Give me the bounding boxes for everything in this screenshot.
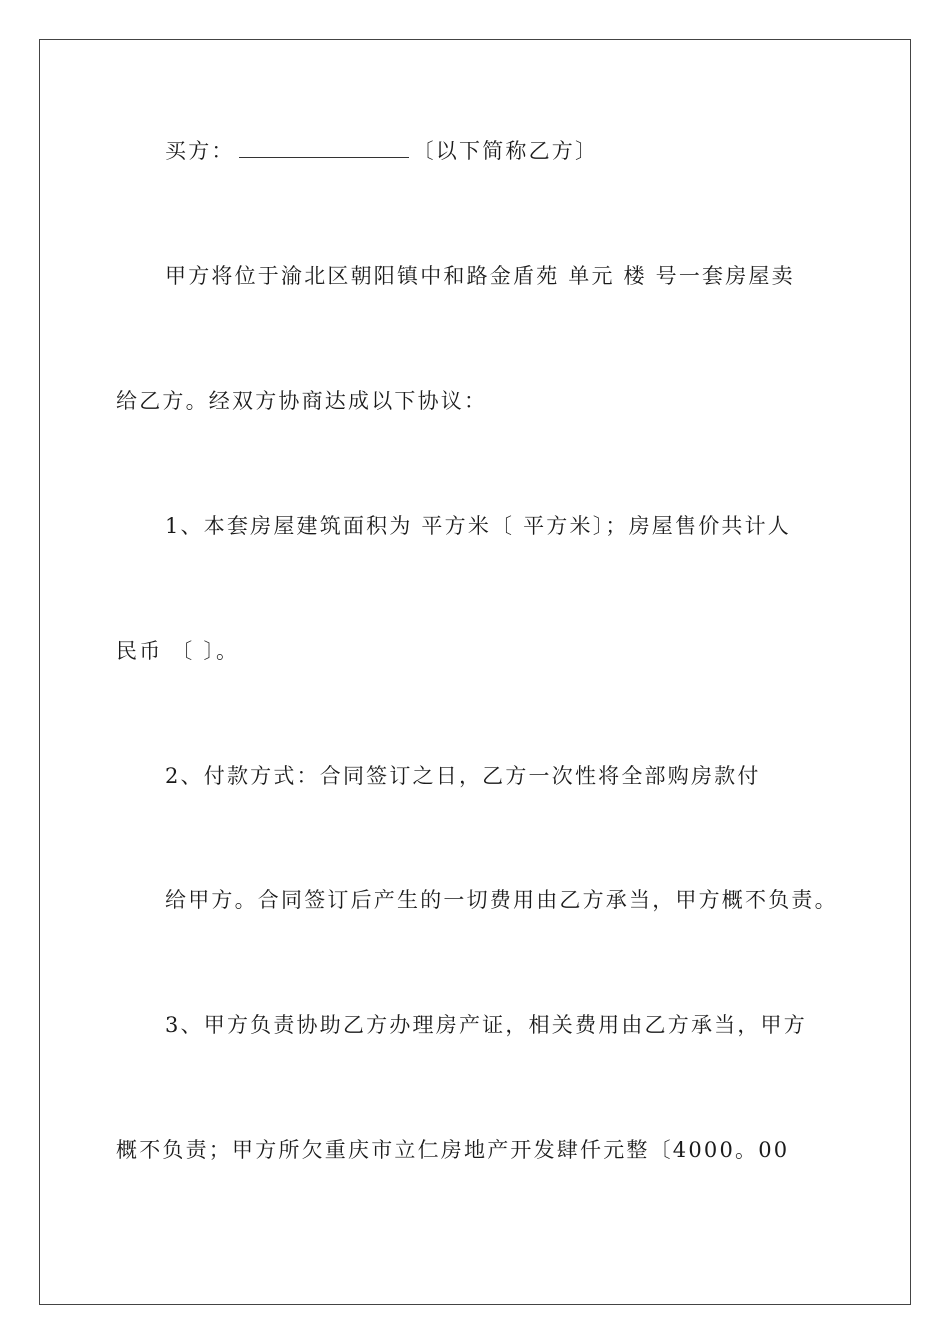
clause-1-line-2: 民币 〔 〕。 [116,639,240,663]
buyer-label: 买方： [165,139,235,163]
buyer-suffix: 〔以下简称乙方〕 [412,139,599,163]
clause-3-line-2: 概不负责；甲方所欠重庆市立仁房地产开发肆仟元整〔4000。00 [116,1138,790,1162]
clause-2-line-1: 2、付款方式：合同签订之日，乙方一次性将全部购房款付 [165,764,761,788]
buyer-line [165,137,598,165]
paragraph-line-agreement: 给乙方。经双方协商达成以下协议： [116,389,488,413]
buyer-name-blank [239,137,409,158]
page-frame [39,39,911,1305]
clause-3-line-1: 3、甲方负责协助乙方办理房产证，相关费用由乙方承当，甲方 [165,1013,807,1037]
clause-1-line-1: 1、本套房屋建筑面积为 平方米〔 平方米〕；房屋售价共计人 [165,514,792,538]
clause-2-line-2: 给甲方。合同签订后产生的一切费用由乙方承当，甲方概不负责。 [165,888,838,912]
paragraph-line-property: 甲方将位于渝北区朝阳镇中和路金盾苑 单元 楼 号一套房屋卖 [165,264,795,288]
